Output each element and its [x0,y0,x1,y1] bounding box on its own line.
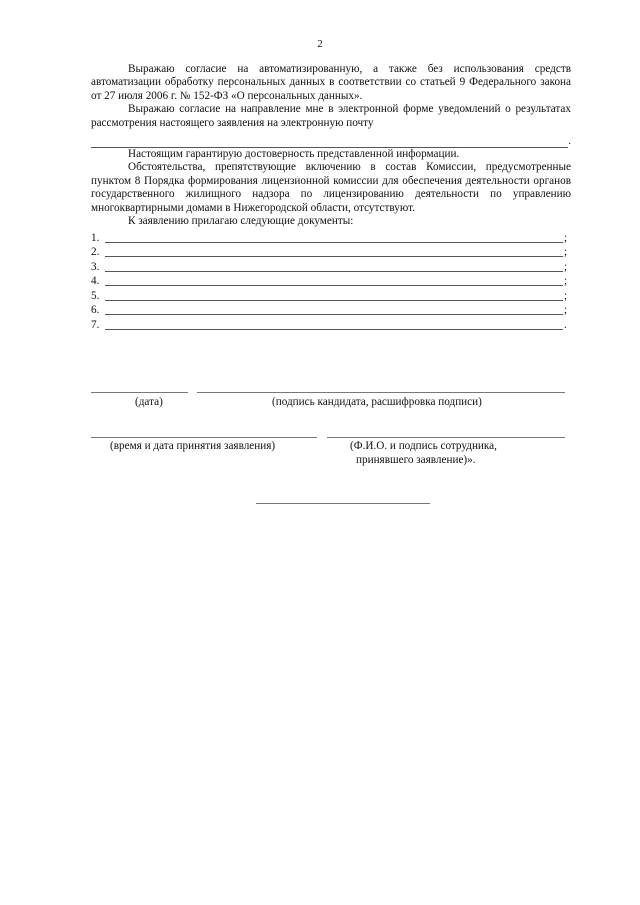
document-body [91,63,571,332]
document-blank-line [105,304,563,315]
document-blank-line [105,290,563,301]
consent-electronic-paragraph: Выражаю согласие на направление мне в электронной форме уведомлений о результатах рассмотрения настоящего заявления на электронную почту [91,103,571,129]
attachments-intro: К заявлению прилагаю следующие документы: [128,215,354,228]
document-item[interactable] [91,230,571,245]
received-time-line[interactable] [91,437,317,438]
document-punct: ; [564,231,568,244]
candidate-signature-line[interactable] [197,392,565,393]
document-item[interactable] [91,288,571,303]
employee-caption-line-2: принявшего заявление)». [356,454,476,466]
document-number: 5. [91,289,100,302]
page-number: 2 [317,38,323,50]
candidate-caption: (подпись кандидата, расшифровка подписи) [272,396,482,408]
document-number: 4. [91,275,100,288]
document-punct: . [564,318,567,331]
document-blank-line [105,232,563,243]
consent-processing-paragraph: Выражаю согласие на автоматизированную, а также без использования средств автоматизации обработку персональных данных в соответствии со статьей 9 Федерального закона от 27 июля 2006 г. № 152-ФЗ «О персональных данных». [91,63,571,102]
document-punct: ; [564,275,568,288]
document-number: 2. [91,246,100,259]
document-number: 3. [91,260,100,273]
document-item[interactable] [91,317,571,332]
documents-list [91,230,571,332]
received-caption: (время и дата принятия заявления) [110,440,276,452]
document-item[interactable] [91,274,571,289]
document-blank-line [105,319,563,330]
closing-divider [256,503,430,504]
employee-caption-line-1: (Ф.И.О. и подпись сотрудника, [350,440,497,452]
document-item[interactable] [91,245,571,260]
document-blank-line [105,261,563,272]
document-punct: ; [564,289,568,302]
employee-signature-line[interactable] [327,437,565,438]
document-item[interactable] [91,303,571,318]
document-blank-line [105,275,563,286]
document-item[interactable] [91,259,571,274]
document-number: 1. [91,231,100,244]
email-field[interactable] [91,130,571,148]
date-caption: (дата) [135,396,163,408]
email-field-end: . [568,134,571,147]
email-field-line [91,135,568,148]
document-punct: ; [564,304,568,317]
guarantee-paragraph: Настоящим гарантирую достоверность представленной информации. [128,148,460,161]
document-punct: ; [564,260,568,273]
document-number: 7. [91,318,100,331]
date-signature-line[interactable] [91,392,188,393]
circumstances-paragraph: Обстоятельства, препятствующие включению в состав Комиссии, предусмотренные пунктом 8 Порядка формирования лицензионной комиссии для обеспечения деятельности органов государственного жилищного надзора по лицензированию деятельности по управлению многоквартирными домами в Нижегородской области, отсутствуют. [91,161,571,214]
document-blank-line [105,246,563,257]
document-punct: ; [564,246,568,259]
document-number: 6. [91,304,100,317]
